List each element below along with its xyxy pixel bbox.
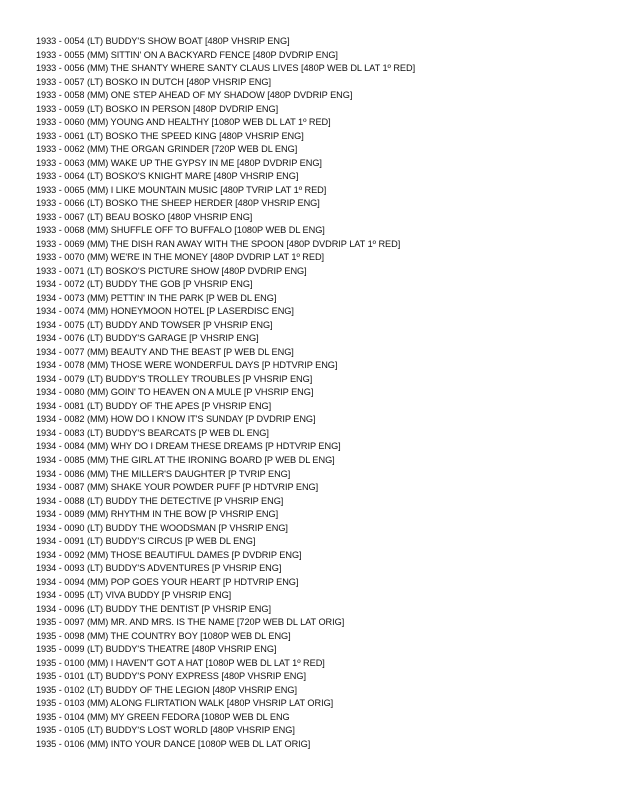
list-item: 1934 - 0083 (LT) BUDDY'S BEARCATS [P WEB DL ENG] [36,427,269,438]
list-item: 1934 - 0088 (LT) BUDDY THE DETECTIVE [P VHSRIP ENG] [36,495,284,506]
list-item: 1935 - 0106 (MM) INTO YOUR DANCE [1080P WEB DL LAT ORIG] [36,738,311,749]
list-item: 1934 - 0095 (LT) VIVA BUDDY [P VHSRIP ENG] [36,590,232,601]
list-item: 1934 - 0077 (MM) BEAUTY AND THE BEAST [P WEB DL ENG] [36,346,294,357]
list-item: 1934 - 0094 (MM) POP GOES YOUR HEART [P HDTVRIP ENG] [36,576,299,587]
list-item: 1933 - 0068 (MM) SHUFFLE OFF TO BUFFALO [1080P WEB DL ENG] [36,225,325,236]
list-item: 1935 - 0101 (LT) BUDDY'S PONY EXPRESS [480P VHSRIP ENG] [36,671,306,682]
list-item: 1934 - 0092 (MM) THOSE BEAUTIFUL DAMES [P DVDRIP ENG] [36,549,302,560]
list-item: 1934 - 0072 (LT) BUDDY THE GOB [P VHSRIP ENG] [36,279,253,290]
list-item: 1933 - 0056 (MM) THE SHANTY WHERE SANTY CLAUS LIVES [480P WEB DL LAT 1º RED] [36,63,416,74]
list-item: 1934 - 0096 (LT) BUDDY THE DENTIST [P VHSRIP ENG] [36,603,271,614]
list-item: 1934 - 0073 (MM) PETTIN' IN THE PARK [P WEB DL ENG] [36,292,277,303]
list-item: 1933 - 0063 (MM) WAKE UP THE GYPSY IN ME [480P DVDRIP ENG] [36,157,322,168]
list-item: 1933 - 0060 (MM) YOUNG AND HEALTHY [1080P WEB DL LAT 1º RED] [36,117,331,128]
list-item: 1934 - 0090 (LT) BUDDY THE WOODSMAN [P VHSRIP ENG] [36,522,288,533]
list-item: 1934 - 0075 (LT) BUDDY AND TOWSER [P VHSRIP ENG] [36,319,273,330]
list-item: 1934 - 0080 (MM) GOIN' TO HEAVEN ON A MULE [P VHSRIP ENG] [36,387,314,398]
list-item: 1934 - 0078 (MM) THOSE WERE WONDERFUL DAYS [P HDTVRIP ENG] [36,360,338,371]
list-item: 1934 - 0081 (LT) BUDDY OF THE APES [P VHSRIP ENG] [36,400,272,411]
list-item: 1933 - 0069 (MM) THE DISH RAN AWAY WITH THE SPOON [480P DVDRIP LAT 1º RED] [36,238,401,249]
list-item: 1933 - 0062 (MM) THE ORGAN GRINDER [720P WEB DL ENG] [36,144,298,155]
list-item: 1934 - 0089 (MM) RHYTHM IN THE BOW [P VHSRIP ENG] [36,509,279,520]
list-item: 1933 - 0065 (MM) I LIKE MOUNTAIN MUSIC [480P TVRIP LAT 1º RED] [36,184,327,195]
list-item: 1934 - 0087 (MM) SHAKE YOUR POWDER PUFF [P HDTVRIP ENG] [36,482,319,493]
list-item: 1935 - 0097 (MM) MR. AND MRS. IS THE NAME [720P WEB DL LAT ORIG] [36,617,345,628]
list-item: 1934 - 0074 (MM) HONEYMOON HOTEL [P LASERDISC ENG] [36,306,294,317]
list-item: 1933 - 0066 (LT) BOSKO THE SHEEP HERDER [480P VHSRIP ENG] [36,198,320,209]
list-item: 1935 - 0099 (LT) BUDDY'S THEATRE [480P VHSRIP ENG] [36,644,277,655]
list-item: 1933 - 0058 (MM) ONE STEP AHEAD OF MY SHADOW [480P DVDRIP ENG] [36,90,353,101]
list-item: 1934 - 0091 (LT) BUDDY'S CIRCUS [P WEB DL ENG] [36,536,256,547]
list-item: 1934 - 0093 (LT) BUDDY'S ADVENTURES [P VHSRIP ENG] [36,563,282,574]
list-item: 1935 - 0105 (LT) BUDDY'S LOST WORLD [480P VHSRIP ENG] [36,725,295,736]
list-item: 1934 - 0086 (MM) THE MILLER'S DAUGHTER [P TVRIP ENG] [36,468,291,479]
list-item: 1933 - 0057 (LT) BOSKO IN DUTCH [480P VHSRIP ENG] [36,76,271,87]
list-item: 1934 - 0076 (LT) BUDDY'S GARAGE [P VHSRIP ENG] [36,333,259,344]
list-item: 1933 - 0067 (LT) BEAU BOSKO [480P VHSRIP ENG] [36,211,253,222]
list-item: 1933 - 0059 (LT) BOSKO IN PERSON [480P DVDRIP ENG] [36,103,279,114]
list-item: 1934 - 0079 (LT) BUDDY'S TROLLEY TROUBLES [P VHSRIP ENG] [36,373,313,384]
list-item: 1933 - 0064 (LT) BOSKO'S KNIGHT MARE [480P VHSRIP ENG] [36,171,299,182]
document-page [36,35,606,751]
list-item: 1934 - 0085 (MM) THE GIRL AT THE IRONING BOARD [P WEB DL ENG] [36,454,335,465]
list-item: 1934 - 0082 (MM) HOW DO I KNOW IT'S SUNDAY [P DVDRIP ENG] [36,414,316,425]
list-item: 1935 - 0104 (MM) MY GREEN FEDORA [1080P WEB DL ENG [36,711,290,722]
list-item: 1934 - 0084 (MM) WHY DO I DREAM THESE DREAMS [P HDTVRIP ENG] [36,441,341,452]
list-item: 1933 - 0071 (LT) BOSKO'S PICTURE SHOW [480P DVDRIP ENG] [36,265,307,276]
cartoon-list [36,35,606,751]
list-item: 1935 - 0100 (MM) I HAVEN'T GOT A HAT [1080P WEB DL LAT 1º RED] [36,657,325,668]
list-item: 1933 - 0061 (LT) BOSKO THE SPEED KING [480P VHSRIP ENG] [36,130,304,141]
list-item: 1933 - 0070 (MM) WE'RE IN THE MONEY [480P DVDRIP LAT 1º RED] [36,252,325,263]
list-item: 1935 - 0098 (MM) THE COUNTRY BOY [1080P WEB DL ENG] [36,630,291,641]
list-item: 1933 - 0055 (MM) SITTIN' ON A BACKYARD FENCE [480P DVDRIP ENG] [36,49,338,60]
list-item: 1933 - 0054 (LT) BUDDY'S SHOW BOAT [480P VHSRIP ENG] [36,36,290,46]
list-item: 1935 - 0103 (MM) ALONG FLIRTATION WALK [480P VHSRIP LAT ORIG] [36,698,334,709]
list-item: 1935 - 0102 (LT) BUDDY OF THE LEGION [480P VHSRIP ENG] [36,684,297,695]
